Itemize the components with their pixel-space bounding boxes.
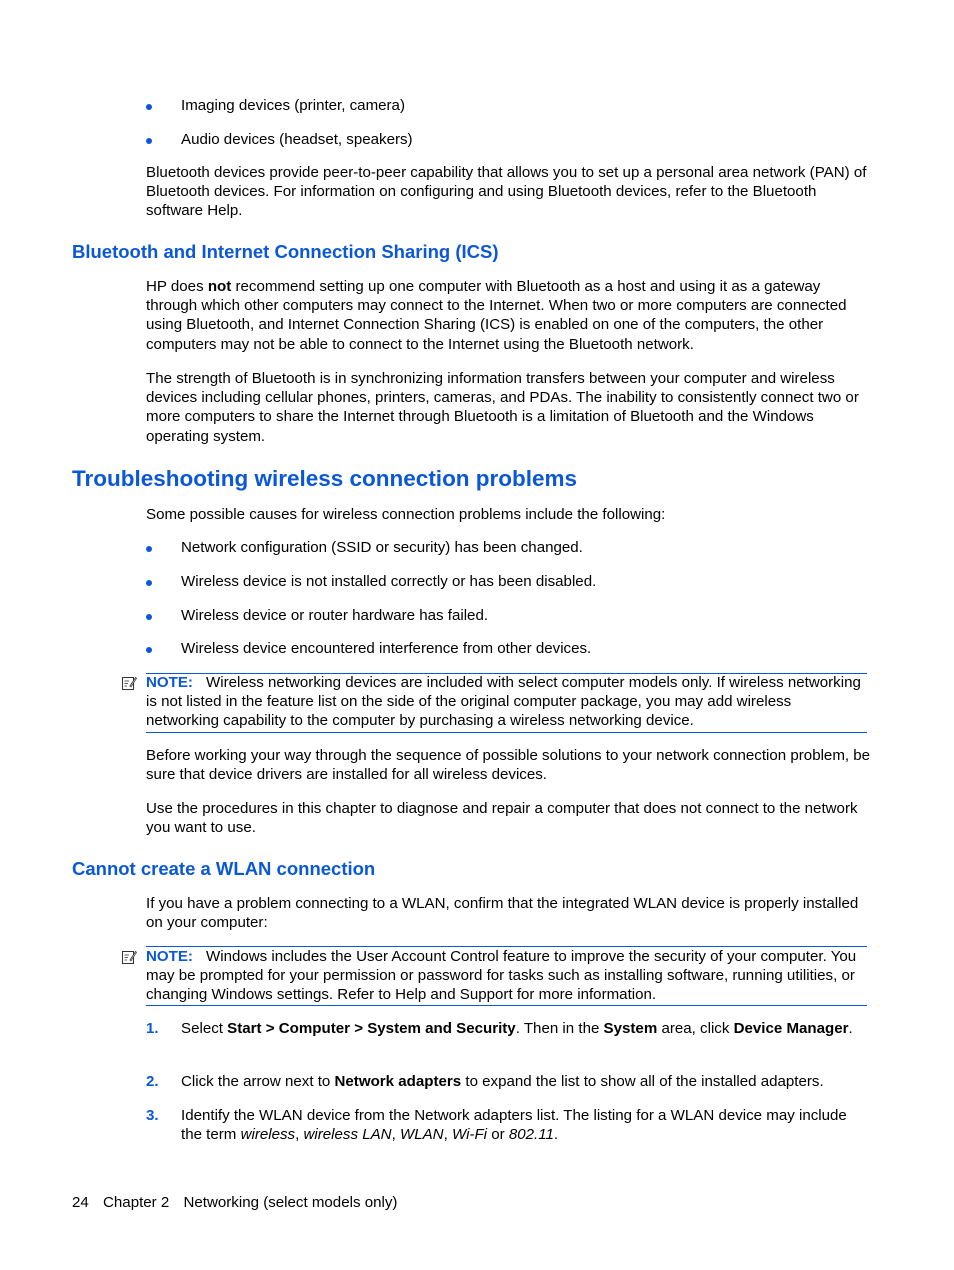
step-item (146, 1072, 871, 1092)
troubleshooting-intro: Some possible causes for wireless connection problems include the following: (146, 506, 666, 523)
troubleshooting-heading: Troubleshooting wireless connection problems (72, 466, 578, 491)
bullet-dot-icon (146, 104, 152, 110)
intro-paragraph: Bluetooth devices provide peer-to-peer capability that allows you to set up a personal area network (PAN) of Bluetooth devices. For information on configuring and using Bluetooth devices, refer to the Bluetooth software Help. (146, 164, 867, 220)
ics-heading: Bluetooth and Internet Connection Sharing (ICS) (72, 241, 499, 262)
step-text: Click the arrow next to Network adapters to expand the list to show all of the installed adapters. (181, 1073, 824, 1090)
before-paragraph: Before working your way through the sequence of possible solutions to your network connection problem, be sure that device drivers are installed for all wireless devices. (146, 747, 871, 784)
list-item (146, 639, 871, 659)
footer-chapter-title: Networking (select models only) (183, 1194, 398, 1211)
note-pencil-icon (121, 949, 137, 965)
list-item-text: Imaging devices (printer, camera) (181, 97, 405, 114)
list-item (146, 538, 871, 558)
ics-paragraph-1: HP does not recommend setting up one computer with Bluetooth as a host and using it as a gateway through which other computers may connect to the Internet. When two or more computers are connected using Bluetooth, and Internet Connection Sharing (ICS) is enabled on one of the computers, the other computers may not be able to connect to the Internet using the Bluetooth network. (146, 278, 847, 353)
list-item (146, 96, 871, 116)
footer-chapter: Chapter 2 (103, 1194, 170, 1211)
step-item (146, 1019, 871, 1059)
note-label: NOTE: (146, 674, 193, 691)
bullet-dot-icon (146, 647, 152, 653)
list-item-text: Wireless device encountered interference from other devices. (181, 640, 592, 657)
list-item-text: Wireless device is not installed correctly or has been disabled. (181, 573, 597, 590)
bullet-dot-icon (146, 138, 152, 144)
note-box (118, 946, 867, 1008)
step-number: 1. (146, 1020, 159, 1037)
note-text: NOTE: Wireless networking devices are included with select computer models only. If wireless networking is not listed in the feature list on the side of the original computer package, you may add wireless networking capability to the computer by purchasing a wireless networking device. (146, 674, 861, 730)
bullet-dot-icon (146, 546, 152, 552)
list-item-text: Wireless device or router hardware has failed. (181, 607, 489, 624)
ics-paragraph-2: The strength of Bluetooth is in synchronizing information transfers between your computer and wireless devices including cellular phones, printers, cameras, and PDAs. The inability to consistently connect two or more computers to share the Internet through Bluetooth is a limitation of Bluetooth and the Windows operating system. (146, 370, 859, 445)
page-number: 24 (72, 1194, 89, 1211)
page-footer (72, 1193, 407, 1212)
step-number: 2. (146, 1073, 159, 1090)
list-item-text: Audio devices (headset, speakers) (181, 131, 413, 148)
list-item-text: Network configuration (SSID or security) has been changed. (181, 539, 583, 556)
step-text: Select Start > Computer > System and Security. Then in the System area, click Device Manager. (181, 1020, 853, 1037)
wlan-heading: Cannot create a WLAN connection (72, 858, 376, 879)
list-item (146, 572, 871, 592)
note-rule-bottom (146, 1005, 867, 1006)
step-text: Identify the WLAN device from the Network adapters list. The listing for a WLAN device may include the term wireless, wireless LAN, WLAN, Wi-Fi or 802.11. (181, 1107, 847, 1144)
list-item (146, 130, 871, 150)
bullet-dot-icon (146, 580, 152, 586)
use-paragraph: Use the procedures in this chapter to diagnose and repair a computer that does not connect to the network you want to use. (146, 800, 858, 837)
step-item (146, 1106, 871, 1146)
bullet-dot-icon (146, 614, 152, 620)
note-box (118, 672, 867, 734)
wlan-intro: If you have a problem connecting to a WLAN, confirm that the integrated WLAN device is properly installed on your computer: (146, 895, 859, 932)
note-pencil-icon (121, 675, 137, 691)
note-text: NOTE: Windows includes the User Account Control feature to improve the security of your computer. You may be prompted for your permission or password for tasks such as installing software, running utilities, or changing Windows settings. Refer to Help and Support for more information. (146, 948, 857, 1004)
note-rule-bottom (146, 732, 867, 733)
note-label: NOTE: (146, 948, 193, 965)
list-item (146, 606, 871, 626)
step-number: 3. (146, 1107, 159, 1124)
